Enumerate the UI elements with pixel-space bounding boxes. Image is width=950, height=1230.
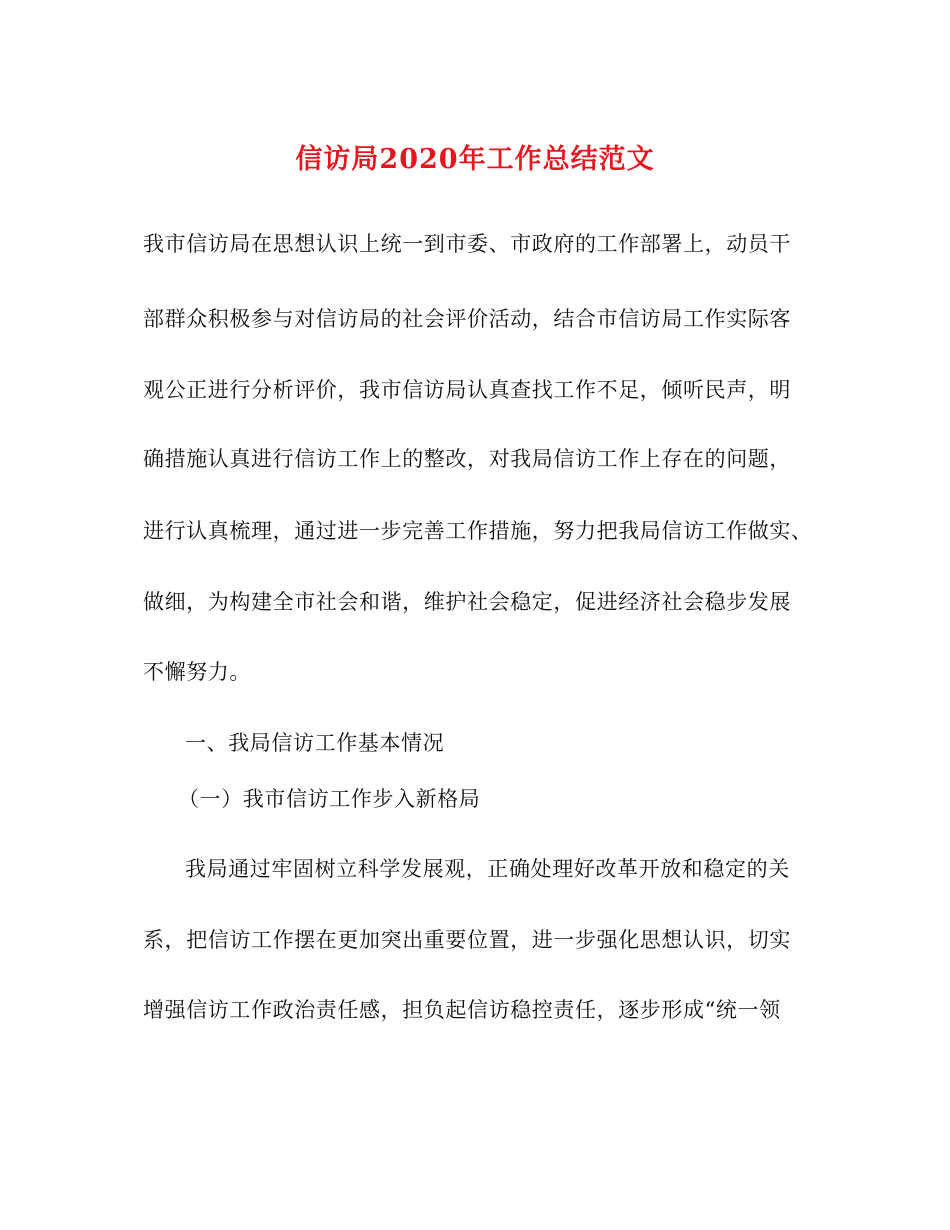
paragraph-line: 观公正进行分析评价，我市信访局认真查找工作不足，倾听民声，明 (143, 378, 791, 402)
paragraph-line: 进行认真梳理，通过进一步完善工作措施，努力把我局信访工作做实、 (143, 519, 813, 543)
paragraph-line: 增强信访工作政治责任感，担负起信访稳控责任，逐步形成“统一领 (143, 998, 781, 1022)
paragraph-line: 系，把信访工作摆在更加突出重要位置，进一步强化思想认识，切实 (143, 928, 791, 952)
paragraph-line: 我局通过牢固树立科学发展观，正确处理好改革开放和稳定的关 (185, 857, 790, 881)
paragraph-line: 我市信访局在思想认识上统一到市委、市政府的工作部署上，动员干 (143, 232, 791, 256)
paragraph-line: 确措施认真进行信访工作上的整改，对我局信访工作上存在的问题， (143, 447, 791, 471)
document-title: 信访局2020年工作总结范文 (295, 144, 655, 175)
paragraph-line: 做细，为构建全市社会和谐，维护社会稳定，促进经济社会稳步发展 (143, 590, 791, 614)
paragraph-line: 不懈努力。 (143, 660, 251, 684)
paragraph-line: 部群众积极参与对信访局的社会评价活动，结合市信访局工作实际客 (143, 307, 791, 331)
subsection-heading: （一）我市信访工作步入新格局 (178, 787, 481, 811)
section-heading: 一、我局信访工作基本情况 (185, 731, 445, 755)
